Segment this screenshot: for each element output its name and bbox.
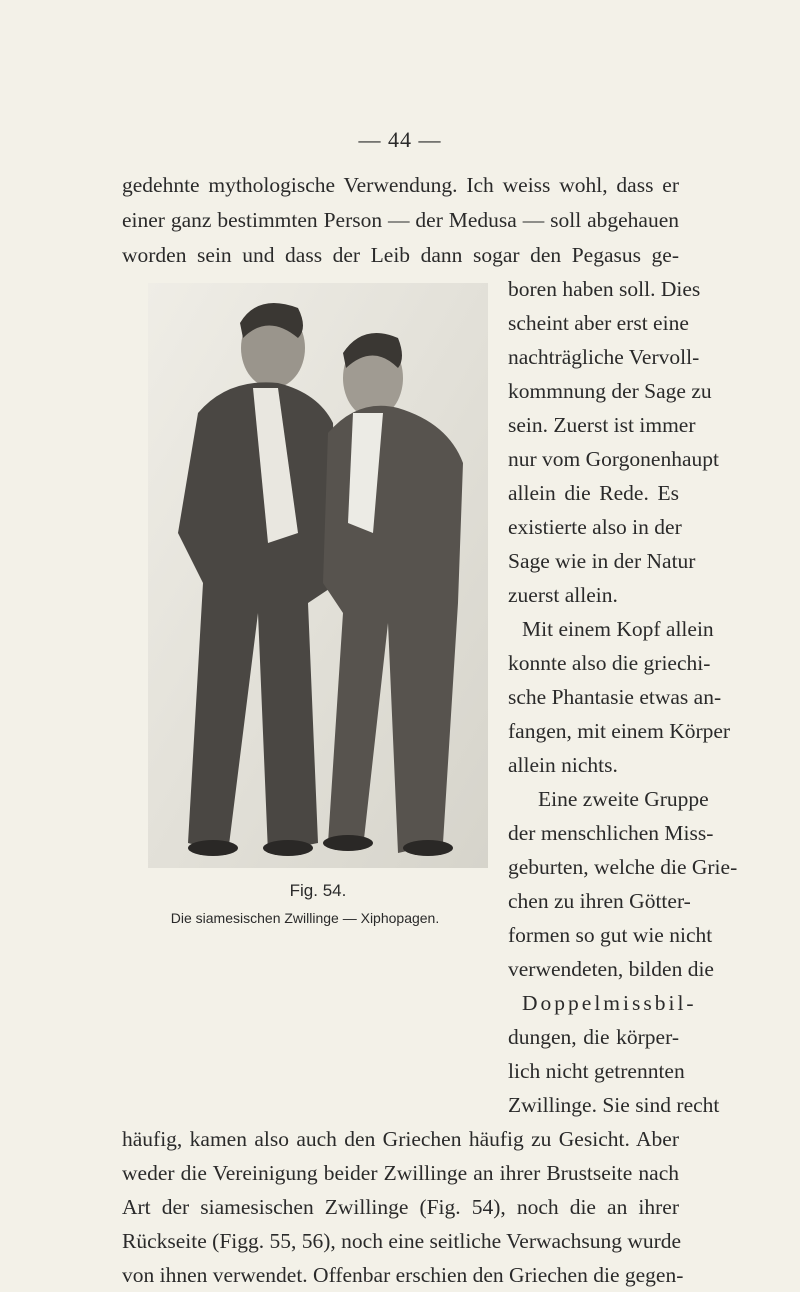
text-line: chen zu ihren Götter-	[508, 889, 691, 913]
text-line: konnte also die griechi-	[508, 651, 711, 675]
text-line: sein. Zuerst ist immer	[508, 413, 696, 437]
text-line: nur vom Gorgonenhaupt	[508, 447, 719, 471]
figure-number: Fig. 54.	[289, 881, 347, 900]
text-line: Mit einem Kopf allein	[522, 617, 714, 641]
text-line: allein nichts.	[508, 753, 618, 777]
text-line: Rückseite (Figg. 55, 56), noch eine seitliche Verwachsung wurde	[122, 1229, 682, 1253]
twins-illustration	[148, 283, 488, 868]
figure-illustration	[148, 283, 488, 868]
text-line: scheint aber erst eine	[508, 311, 689, 335]
figure-caption: Die siamesischen Zwillinge — Xiphopagen.	[170, 910, 440, 926]
text-line: Eine zweite Gruppe	[538, 787, 709, 811]
text-line: verwendeten, bilden die	[508, 957, 714, 981]
text-line: nachträgliche Vervoll-	[508, 345, 700, 369]
text-line: allein die Rede. Es	[508, 481, 679, 505]
text-line: zuerst allein.	[508, 583, 618, 607]
text-line: Doppelmissbil-	[522, 991, 697, 1015]
text-line: dungen, die körper-	[508, 1025, 679, 1049]
text-line: sche Phantasie etwas an-	[508, 685, 722, 709]
text-line: fangen, mit einem Körper	[508, 719, 731, 743]
text-line: der menschlichen Miss-	[508, 821, 714, 845]
text-line: von ihnen verwendet. Offenbar erschien den Griechen die gegen-	[122, 1263, 684, 1287]
text-line: existierte also in der	[508, 515, 682, 539]
text-line: Art der siamesischen Zwillinge (Fig. 54), noch die an ihrer	[122, 1195, 679, 1219]
text-line: kommnung der Sage zu	[508, 379, 712, 403]
text-line: worden sein und dass der Leib dann sogar den Pegasus ge-	[122, 243, 679, 267]
text-line: gedehnte mythologische Verwendung. Ich weiss wohl, dass er	[122, 173, 679, 197]
page-number: — 44 —	[358, 127, 442, 152]
text-line: häufig, kamen also auch den Griechen häufig zu Gesicht. Aber	[122, 1127, 679, 1151]
text-line: boren haben soll. Dies	[508, 277, 701, 301]
text-line: einer ganz bestimmten Person — der Medusa — soll abgehauen	[122, 208, 679, 232]
text-line: geburten, welche die Grie-	[508, 855, 738, 879]
text-line: Sage wie in der Natur	[508, 549, 696, 573]
text-line: Zwillinge. Sie sind recht	[508, 1093, 720, 1117]
text-line: weder die Vereinigung beider Zwillinge an ihrer Brustseite nach	[122, 1161, 679, 1185]
text-line: lich nicht getrennten	[508, 1059, 685, 1083]
text-line: formen so gut wie nicht	[508, 923, 713, 947]
